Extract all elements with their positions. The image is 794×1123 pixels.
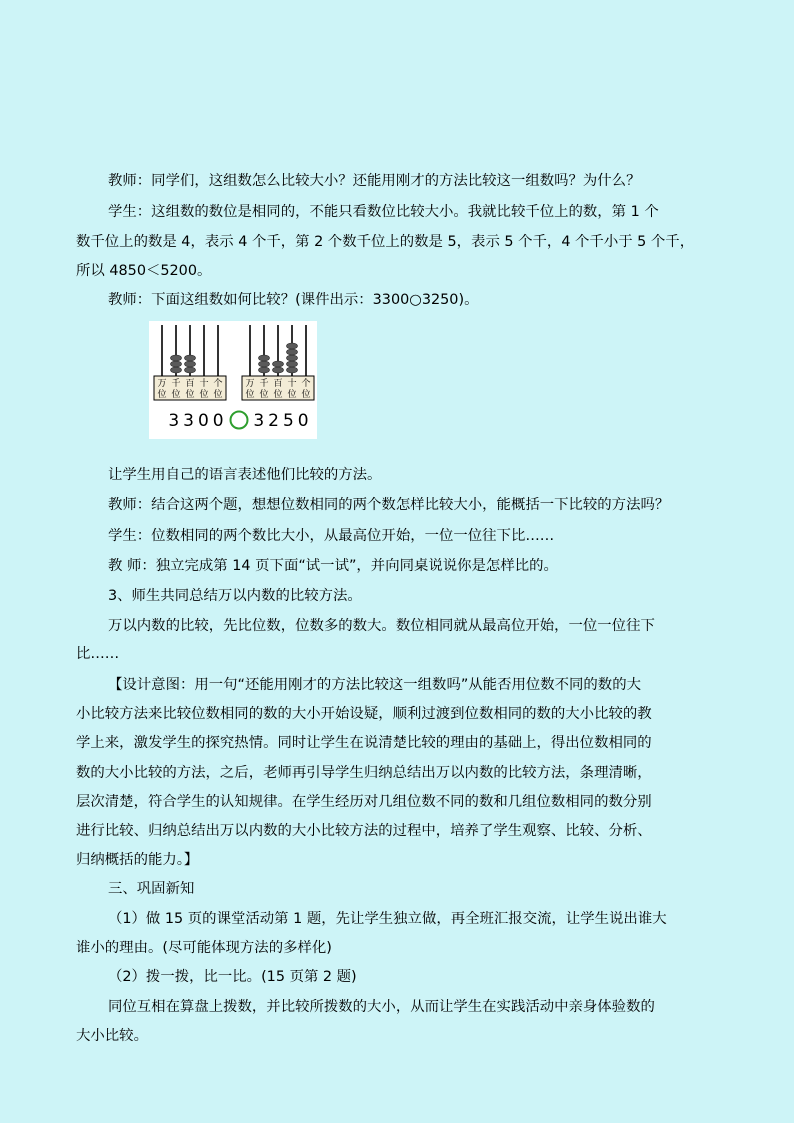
left-abacus-bead: [185, 367, 196, 373]
right-abacus-bead: [287, 367, 298, 373]
left-abacus-bead: [171, 355, 182, 361]
paragraph: 大小比较。: [76, 1028, 148, 1044]
right-place-label: 位: [273, 390, 283, 400]
right-abacus-bead: [287, 361, 298, 367]
right-abacus-bead: [273, 361, 284, 367]
left-place-label: 千: [171, 379, 181, 389]
design-intent-paragraph: 层次清楚，符合学生的认知规律。在学生经历对几组位数不同的数和几组位数相同的数分别: [76, 794, 652, 810]
paragraph: 所以 4850＜5200。: [76, 263, 212, 279]
right-place-label: 位: [287, 390, 297, 400]
right-abacus-bead: [287, 343, 298, 349]
right-abacus-bead: [287, 349, 298, 355]
right-place-label: 百: [273, 379, 283, 389]
left-abacus-bead: [171, 367, 182, 373]
left-abacus-bead: [185, 361, 196, 367]
right-abacus-bead: [259, 355, 270, 361]
design-intent-paragraph: 进行比较、归纳总结出万以内数的大小比较方法的过程中，培养了学生观察、比较、分析、: [76, 823, 652, 839]
design-intent-paragraph: 数的大小比较的方法，之后，老师再引导学生归纳总结出万以内数的比较方法，条理清晰，: [76, 765, 652, 781]
right-number: 3250: [253, 411, 313, 431]
left-place-label: 位: [199, 390, 209, 400]
right-place-label: 位: [259, 390, 269, 400]
right-abacus-bead: [287, 355, 298, 361]
right-abacus-bead: [259, 361, 270, 367]
paragraph: 让学生用自己的语言表述他们比较的方法。: [108, 467, 382, 483]
left-place-label: 位: [185, 390, 195, 400]
left-place-label: 十: [199, 379, 209, 389]
paragraph: 教师：下面这组数如何比较？(课件出示：3300○3250)。: [108, 292, 479, 308]
paragraph: 3、师生共同总结万以内数的比较方法。: [108, 588, 362, 604]
section-heading: 三、巩固新知: [108, 881, 195, 897]
left-place-label: 个: [213, 379, 223, 389]
paragraph: 学生：位数相同的两个数比大小，从最高位开始，一位一位往下比……: [108, 528, 555, 544]
left-place-label: 位: [213, 390, 223, 400]
abacus-illustration: [149, 321, 317, 439]
paragraph: 数千位上的数是 4，表示 4 个千，第 2 个数千位上的数是 5，表示 5 个千，4 个千小于 5 个千，: [76, 234, 695, 250]
right-place-label: 位: [301, 390, 311, 400]
paragraph: 万以内数的比较，先比位数，位数多的数大。数位相同就从最高位开始，一位一位往下: [108, 618, 655, 634]
design-intent-paragraph: 学上来，激发学生的探究热情。同时让学生在说清楚比较的理由的基础上，得出位数相同的: [76, 735, 652, 751]
right-abacus-bead: [273, 367, 284, 373]
design-intent-paragraph: 归纳概括的能力。】: [76, 852, 199, 868]
right-place-label: 位: [245, 390, 255, 400]
right-abacus-bead: [259, 367, 270, 373]
paragraph: 比……: [76, 646, 120, 662]
left-place-label: 百: [185, 379, 195, 389]
paragraph: 教 师：独立完成第 14 页下面“试一试”，并向同桌说说你是怎样比的。: [108, 558, 558, 574]
left-abacus-bead: [171, 361, 182, 367]
abacus-figure: [149, 321, 317, 439]
paragraph: 同位互相在算盘上拨数，并比较所拨数的大小，从而让学生在实践活动中亲身体验数的: [108, 999, 655, 1015]
right-place-label: 十: [287, 379, 297, 389]
compare-circle: [231, 412, 248, 429]
left-place-label: 位: [157, 390, 167, 400]
paragraph: 谁小的理由。(尽可能体现方法的多样化): [76, 940, 332, 956]
left-place-label: 位: [171, 390, 181, 400]
left-abacus-bead: [185, 355, 196, 361]
design-intent-paragraph: 小比较方法来比较位数相同的数的大小开始设疑，顺利过渡到位数相同的数的大小比较的教: [76, 706, 652, 722]
left-number: 3300: [168, 411, 228, 431]
paragraph: （1）做 15 页的课堂活动第 1 题，先让学生独立做，再全班汇报交流，让学生说出谁大: [108, 911, 667, 927]
paragraph: 教师：结合这两个题，想想位数相同的两个数怎样比较大小，能概括一下比较的方法吗？: [108, 497, 670, 513]
paragraph: （2）拨一拨，比一比。(15 页第 2 题): [108, 969, 357, 985]
left-place-label: 万: [157, 379, 167, 389]
right-place-label: 万: [245, 379, 255, 389]
design-intent-paragraph: 【设计意图：用一句“还能用刚才的方法比较这一组数吗”从能否用位数不同的数的大: [108, 677, 641, 693]
paragraph: 教师：同学们，这组数怎么比较大小？还能用刚才的方法比较这一组数吗？为什么？: [108, 173, 641, 189]
paragraph: 学生：这组数的数位是相同的，不能只看数位比较大小。我就比较千位上的数，第 1 个: [108, 204, 659, 220]
right-place-label: 千: [259, 379, 269, 389]
right-place-label: 个: [301, 379, 311, 389]
